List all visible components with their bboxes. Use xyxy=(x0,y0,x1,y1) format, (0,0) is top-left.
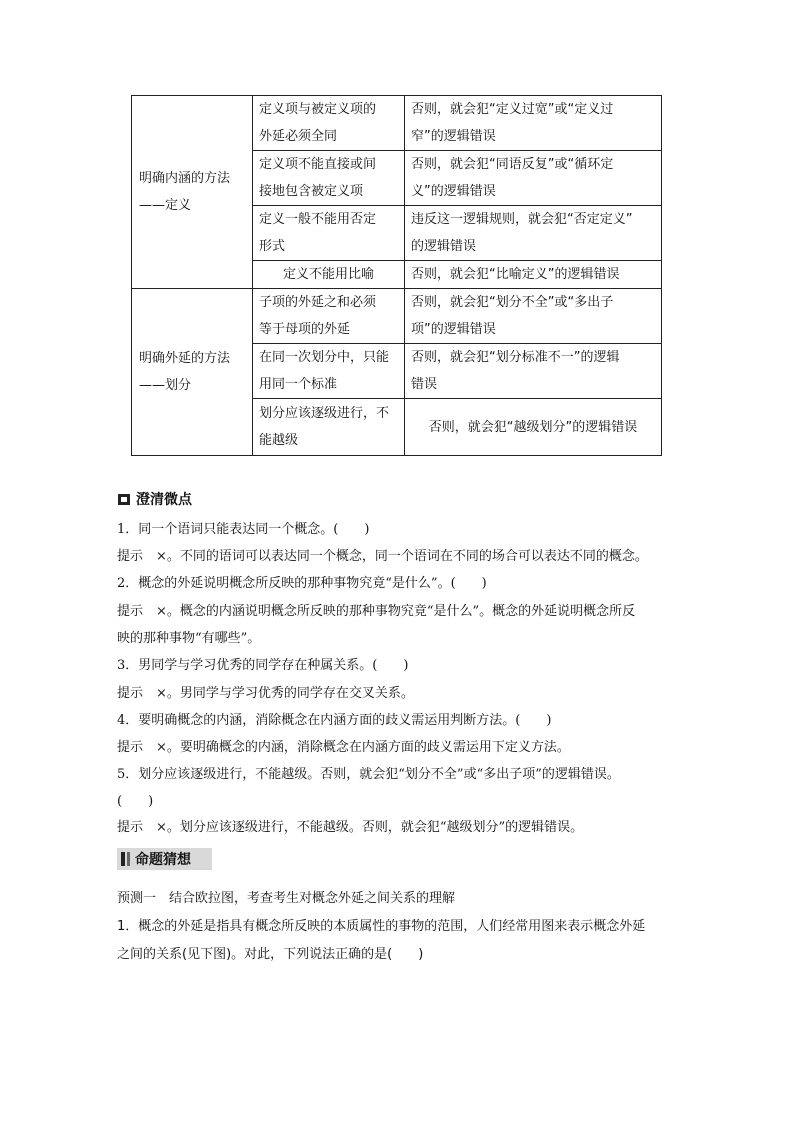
rule-text: 接地包含被定义项 xyxy=(259,184,364,199)
result-text: 否则，就会犯“定义过宽”或“定义过 xyxy=(411,102,614,117)
result-cell xyxy=(405,151,662,206)
clarify-section-header xyxy=(118,489,192,509)
method-cell-definition xyxy=(132,96,253,289)
question-text: 之间的关系(见下图)。对此，下列说法正确的是( ) xyxy=(117,947,424,962)
question-text: 1．概念的外延是指具有概念所反映的本质属性的事物的范围，人们经常用图来表示概念外延 xyxy=(117,919,646,934)
hint-line: 提示 ×。要明确概念的内涵，消除概念在内涵方面的歧义需运用下定义方法。 xyxy=(117,740,570,755)
clarify-title: 澄清微点 xyxy=(136,492,192,508)
hint-line-continued: 映的那种事物“有哪些”。 xyxy=(117,631,261,646)
rule-text: 定义不能用比喻 xyxy=(282,267,374,282)
question-line-continued: ( ) xyxy=(117,794,154,809)
result-text: 否则，就会犯“划分标准不一”的逻辑 xyxy=(411,350,620,365)
rule-text: 划分应该逐级进行，不 xyxy=(259,406,390,421)
banner-bar-icon xyxy=(121,852,125,866)
result-text: 义”的逻辑错误 xyxy=(411,184,496,199)
rule-cell xyxy=(253,344,405,399)
result-text: 否则，就会犯“比喻定义”的逻辑错误 xyxy=(411,267,620,282)
question-line: 3．男同学与学习优秀的同学存在种属关系。( ) xyxy=(117,658,409,673)
rule-cell xyxy=(253,96,405,151)
method-text: ——定义 xyxy=(139,198,192,213)
rule-cell xyxy=(253,151,405,206)
result-text: 项”的逻辑错误 xyxy=(411,322,496,337)
rule-text: 能越级 xyxy=(259,433,299,448)
rule-cell xyxy=(253,289,405,344)
result-cell xyxy=(405,206,662,261)
logic-rules-table xyxy=(131,95,662,456)
rule-text: 外延必须全同 xyxy=(259,129,338,144)
result-text: 错误 xyxy=(411,377,438,392)
method-text: 明确外延的方法 xyxy=(139,351,231,366)
rule-cell xyxy=(253,399,405,456)
question-line: 1．同一个语词只能表达同一个概念。( ) xyxy=(117,522,370,537)
predict-section-banner xyxy=(117,848,212,870)
rule-text: 子项的外延之和必须 xyxy=(259,295,377,310)
result-cell xyxy=(405,399,662,456)
result-cell xyxy=(405,96,662,151)
section-marker-icon xyxy=(118,494,130,505)
rule-text: 在同一次划分中，只能 xyxy=(259,350,390,365)
rule-text: 定义项与被定义项的 xyxy=(259,102,377,117)
table-row xyxy=(132,96,662,151)
table-row xyxy=(132,289,662,344)
hint-line: 提示 ×。男同学与学习优秀的同学存在交叉关系。 xyxy=(117,686,414,701)
predict-title: 命题猜想 xyxy=(135,852,191,868)
question-line: 4．要明确概念的内涵，消除概念在内涵方面的歧义需运用判断方法。( ) xyxy=(117,713,552,728)
result-text: 违反这一逻辑规则，就会犯“否定定义” xyxy=(411,212,633,227)
rule-cell xyxy=(253,206,405,261)
rule-text: 定义一般不能用否定 xyxy=(259,212,377,227)
result-text: 否则，就会犯“同语反复”或“循环定 xyxy=(411,157,614,172)
rule-text: 用同一个标准 xyxy=(259,377,338,392)
rule-text: 形式 xyxy=(259,239,286,254)
result-cell xyxy=(405,261,662,289)
predict-subtitle: 预测一 结合欧拉图，考查考生对概念外延之间关系的理解 xyxy=(117,891,456,906)
question-line: 2．概念的外延说明概念所反映的那种事物究竟“是什么”。( ) xyxy=(117,576,487,591)
rule-text: 定义项不能直接或间 xyxy=(259,157,377,172)
method-text: 明确内涵的方法 xyxy=(139,171,231,186)
rule-text: 等于母项的外延 xyxy=(259,322,351,337)
method-cell-division xyxy=(132,289,253,456)
hint-line: 提示 ×。不同的语词可以表达同一个概念，同一个语词在不同的场合可以表达不同的概念。 xyxy=(117,549,648,564)
rule-cell xyxy=(253,261,405,289)
result-text: 窄”的逻辑错误 xyxy=(411,129,496,144)
method-text: ——划分 xyxy=(139,378,192,393)
result-text: 的逻辑错误 xyxy=(411,239,477,254)
question-line: 5．划分应该逐级进行，不能越级。否则，就会犯“划分不全”或“多出子项”的逻辑错误。 xyxy=(117,767,620,782)
hint-line: 提示 ×。概念的内涵说明概念所反映的那种事物究竟“是什么”。概念的外延说明概念所反 xyxy=(117,604,636,619)
result-text: 否则，就会犯“划分不全”或“多出子 xyxy=(411,295,614,310)
result-cell xyxy=(405,344,662,399)
banner-bar-icon xyxy=(127,852,130,866)
result-cell xyxy=(405,289,662,344)
hint-line: 提示 ×。划分应该逐级进行，不能越级。否则，就会犯“越级划分”的逻辑错误。 xyxy=(117,820,584,835)
result-text: 否则，就会犯“越级划分”的逻辑错误 xyxy=(428,419,638,435)
